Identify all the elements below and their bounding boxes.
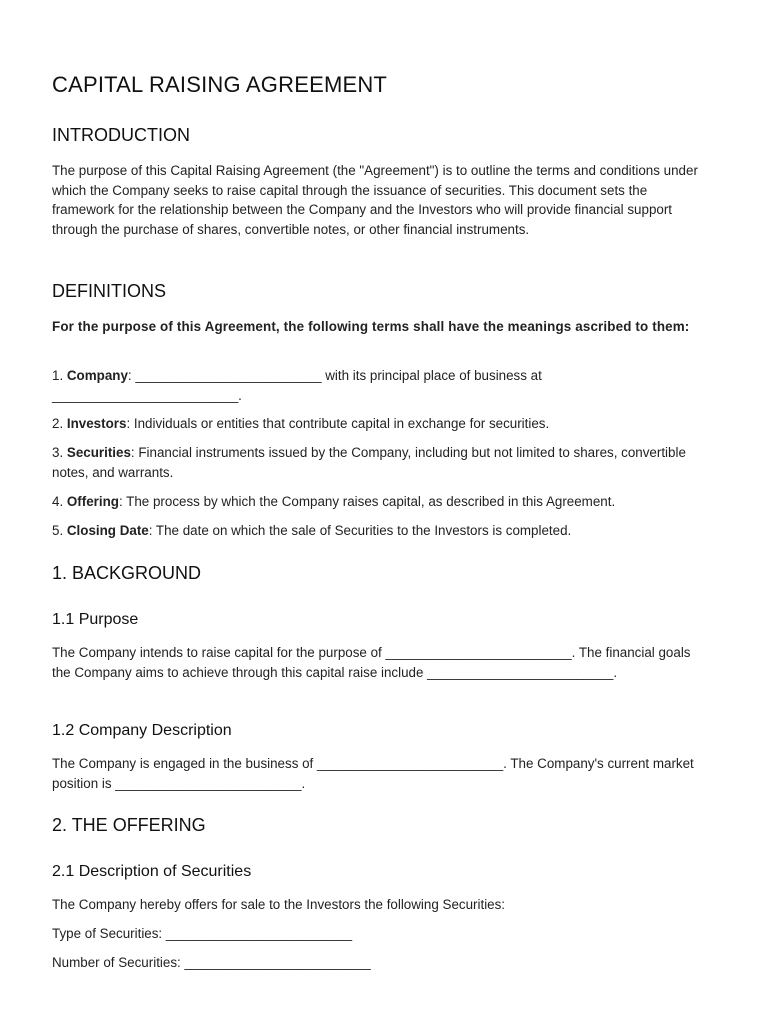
company-description-heading: 1.2 Company Description	[52, 722, 232, 739]
definition-item-investors	[52, 414, 712, 434]
definition-term: Offering	[66, 494, 119, 509]
definition-number: 5.	[52, 523, 67, 538]
definition-number: 1.	[52, 368, 67, 383]
description-of-securities-paragraph: The Company hereby offers for sale to the Investors the following Securities:	[52, 897, 506, 912]
definition-text: : Individuals or entities that contribute capital in exchange for securities.	[126, 416, 550, 431]
number-of-securities-line: Number of Securities: _________________________	[52, 955, 371, 970]
purpose-paragraph: The Company intends to raise capital for the purpose of _________________________. The financial goals the Company aims to achieve through this capital raise include _________________________.	[52, 645, 691, 680]
definition-term: Securities	[66, 445, 131, 460]
definition-text: : _________________________ with its principal place of business at _________________________.	[52, 368, 542, 403]
introduction-heading: INTRODUCTION	[52, 125, 190, 145]
purpose-heading: 1.1 Purpose	[52, 611, 139, 628]
offering-heading: 2. THE OFFERING	[52, 815, 206, 835]
definition-item-securities	[52, 443, 712, 482]
definition-number: 3.	[52, 445, 67, 460]
document-title: CAPITAL RAISING AGREEMENT	[52, 72, 388, 97]
definitions-lead: For the purpose of this Agreement, the following terms shall have the meanings ascribed to them:	[52, 319, 690, 334]
definition-term: Company	[66, 368, 128, 383]
definition-term: Closing Date	[66, 523, 149, 538]
definition-text: : The date on which the sale of Securities to the Investors is completed.	[148, 523, 572, 538]
definition-item-company	[52, 366, 712, 405]
company-description-paragraph: The Company is engaged in the business of _________________________. The Company's current market position is _________________________.	[52, 756, 694, 791]
definition-item-offering	[52, 492, 712, 512]
description-of-securities-heading: 2.1 Description of Securities	[52, 863, 252, 880]
definition-number: 4.	[52, 494, 67, 509]
definitions-heading: DEFINITIONS	[52, 281, 167, 301]
type-of-securities-line: Type of Securities: _________________________	[52, 926, 353, 941]
definition-item-closing-date	[52, 521, 712, 541]
definition-text: : Financial instruments issued by the Company, including but not limited to shares, convertible notes, and warrants.	[52, 445, 686, 480]
introduction-paragraph: The purpose of this Capital Raising Agreement (the "Agreement") is to outline the terms and conditions under which the Company seeks to raise capital through the issuance of securities. This document sets the framework for the relationship between the Company and the Investors who will provide financial support through the purchase of shares, convertible notes, or other financial instruments.	[52, 163, 698, 237]
definition-text: : The process by which the Company raises capital, as described in this Agreement.	[118, 494, 616, 509]
definition-number: 2.	[52, 416, 67, 431]
definition-term: Investors	[66, 416, 127, 431]
background-heading: 1. BACKGROUND	[52, 563, 202, 583]
